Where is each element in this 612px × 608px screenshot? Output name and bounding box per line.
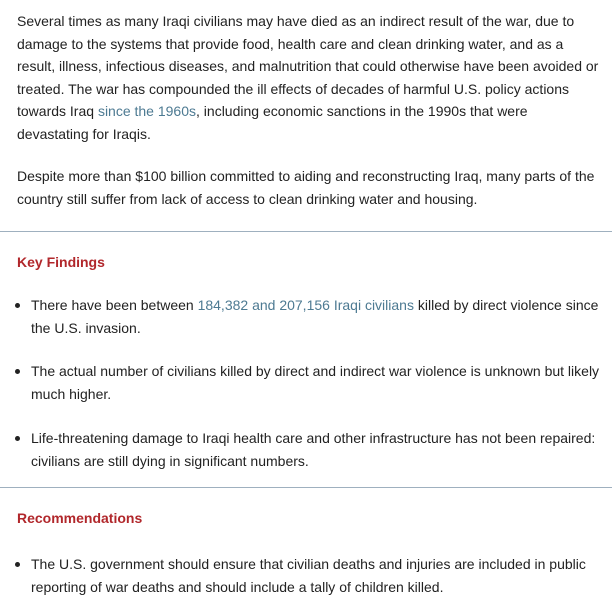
finding-unknown-total: The actual number of civilians killed by direct and indirect war violence is unknown but likely much higher.	[31, 363, 600, 402]
finding-text-part1: There have been between	[31, 297, 198, 313]
key-findings-heading: Key Findings	[17, 254, 105, 270]
recommendations-heading: Recommendations	[17, 510, 143, 526]
bullet-icon	[15, 303, 20, 308]
finding-text-part2: killed by direct violence since the U.S. invasion.	[31, 297, 599, 336]
intro-paragraph-indirect-deaths	[17, 10, 602, 145]
bullet-icon	[15, 562, 20, 567]
section-divider	[0, 487, 612, 488]
finding-civilian-deaths	[31, 294, 601, 339]
civilian-count-link[interactable]: 184,382 and 207,156 Iraqi civilians	[197, 297, 414, 313]
section-divider	[0, 231, 612, 232]
intro-text-part1: Several times as many Iraqi civilians may have died as an indirect result of the war, due to damage to the systems that provide food, health care and clean drinking water, and as a result, illness, infectious diseases, and malnutrition that could otherwise have been avoided or treated. The war has compounded the ill effects of decades of harmful U.S. policy actions towards Iraq	[17, 13, 599, 119]
recommendation-report-deaths: The U.S. government should ensure that civilian deaths and injuries are included in public reporting of war deaths and should include a tally of children killed.	[31, 556, 586, 595]
finding-infrastructure-damage: Life-threatening damage to Iraqi health care and other infrastructure has not been repaired: civilians are still dying in significant numbers.	[31, 430, 596, 469]
since-1960s-link[interactable]: since the 1960s	[97, 103, 197, 119]
bullet-icon	[15, 436, 20, 441]
intro-paragraph-reconstruction: Despite more than $100 billion committed to aiding and reconstructing Iraq, many parts of the country still suffer from lack of access to clean drinking water and housing.	[17, 168, 595, 207]
intro-text-part2: , including economic sanctions in the 1990s that were devastating for Iraqis.	[17, 103, 528, 142]
bullet-icon	[15, 369, 20, 374]
